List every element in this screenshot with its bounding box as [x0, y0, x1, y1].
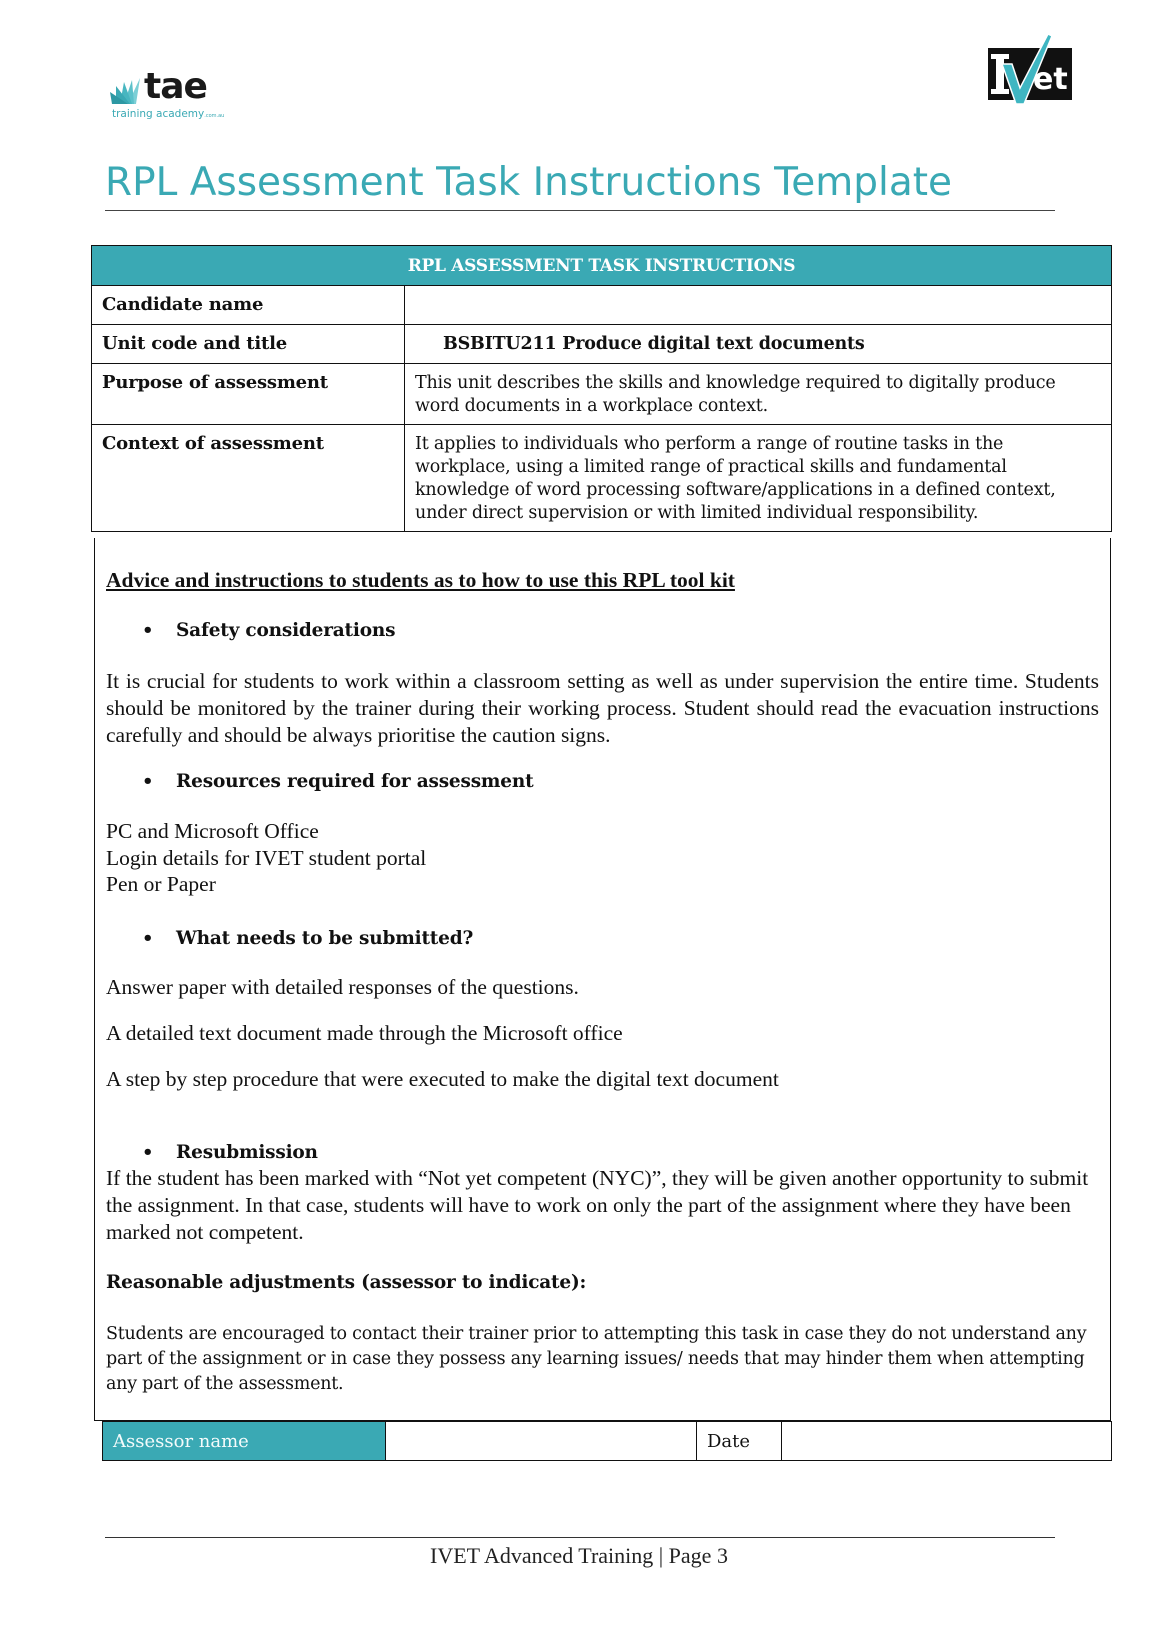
document-title: RPL Assessment Task Instructions Template [105, 160, 953, 205]
bullet-icon: • [142, 620, 154, 641]
resource-item: PC and Microsoft Office [106, 819, 319, 843]
tagline-suffix: .com.au [204, 113, 225, 119]
lotus-fan-icon [110, 74, 144, 108]
date-label: Date [697, 1422, 782, 1461]
submission-item: Answer paper with detailed responses of the questions. [106, 975, 579, 999]
resource-item: Login details for IVET student portal [106, 846, 427, 870]
safety-heading-text: Safety considerations [176, 620, 396, 641]
resources-heading-text: Resources required for assessment [176, 771, 534, 792]
submission-item: A detailed text document made through the Microsoft office [106, 1021, 623, 1045]
table-row [92, 325, 1112, 364]
bullet-icon: • [142, 771, 154, 792]
footer-divider [105, 1537, 1055, 1538]
safety-text: It is crucial for students to work within a classroom setting as well as under supervision the entire time. Students should be monitored by the trainer during their working process. Student should read the evacuation instructions carefully and should be always prioritise the caution signs. [106, 669, 1099, 747]
bullet-icon: • [142, 1142, 154, 1163]
resubmission-heading-text: Resubmission [176, 1142, 318, 1163]
assessment-info-table [91, 245, 1112, 532]
table-row [92, 286, 1112, 325]
unit-code-value: BSBITU211 Produce digital text documents [405, 325, 1112, 364]
context-value: It applies to individuals who perform a range of routine tasks in the workplace, using a limited range of practical skills and fundamental knowledge of word processing software/applications in a defined context, under direct supervision or with limited individual responsibility. [405, 425, 1112, 532]
page-footer: IVET Advanced Training | Page 3 [430, 1543, 728, 1568]
purpose-value: This unit describes the skills and knowledge required to digitally produce word documents in a workplace context. [405, 364, 1112, 425]
candidate-name-field[interactable] [405, 286, 1112, 325]
ivet-logo [988, 34, 1072, 108]
candidate-name-label: Candidate name [92, 286, 405, 325]
tae-tagline [112, 108, 224, 120]
tae-wordmark: tae [144, 66, 207, 107]
date-field[interactable] [782, 1422, 1112, 1461]
adjustments-heading: Reasonable adjustments (assessor to indicate): [106, 1272, 587, 1293]
purpose-label: Purpose of assessment [92, 364, 405, 425]
ivet-wordmark: et [1033, 62, 1068, 97]
context-label: Context of assessment [92, 425, 405, 532]
assessor-table [102, 1421, 1112, 1461]
adjustments-text: Students are encouraged to contact their trainer prior to attempting this task in case they do not understand any part of the assignment or in case they possess any learning issues/ needs that may hinder them when attempting any part of the assessment. [106, 1324, 1087, 1394]
resource-item: Pen or Paper [106, 872, 216, 896]
submission-heading-text: What needs to be submitted? [176, 928, 474, 949]
advice-section [94, 538, 1111, 1421]
assessor-name-field[interactable] [386, 1422, 697, 1461]
bullet-icon: • [142, 928, 154, 949]
info-table-header: RPL ASSESSMENT TASK INSTRUCTIONS [92, 246, 1112, 286]
tagline-text: training academy [112, 108, 205, 120]
assessor-name-label: Assessor name [103, 1422, 386, 1461]
unit-code-label: Unit code and title [92, 325, 405, 364]
tae-training-academy-logo [110, 66, 230, 122]
table-row [103, 1422, 1112, 1461]
advice-heading: Advice and instructions to students as to how to use this RPL tool kit [106, 568, 735, 592]
resubmission-text: If the student has been marked with “Not yet competent (NYC)”, they will be given another opportunity to submit the assignment. In that case, students will have to work on only the part of the assignment where they have been marked not competent. [106, 1166, 1089, 1244]
submission-item: A step by step procedure that were executed to make the digital text document [106, 1067, 779, 1091]
title-underline [105, 210, 1055, 211]
table-row [92, 425, 1112, 532]
table-row [92, 364, 1112, 425]
